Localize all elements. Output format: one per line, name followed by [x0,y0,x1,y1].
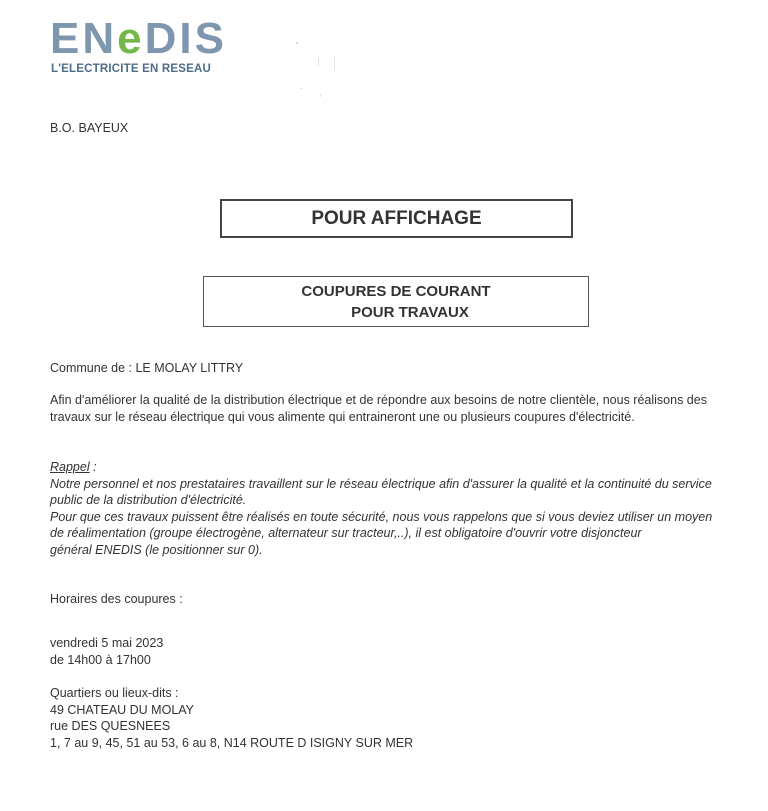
intro-paragraph: Afin d'améliorer la qualité de la distribution électrique et de répondre aux besoins de notre clientèle, nous réalisons des travaux sur le réseau électrique qui vous alimente qui entraineront une ou plusieurs coupures d'électricité. [50,393,707,424]
quartier-line: rue DES QUESNEES [50,719,171,733]
title-box [203,276,589,327]
quartier-line: 1, 7 au 9, 45, 51 au 53, 6 au 8, N14 ROUTE D ISIGNY SUR MER [50,735,414,750]
rappel-section [50,459,720,558]
schedule-time: de 14h00 à 17h00 [50,652,151,667]
schedule-date: vendredi 5 mai 2023 [50,636,164,650]
logo-tagline: L'ELECTRICITE EN RESEAU [51,63,212,75]
rappel-paragraph-3: général ENEDIS (le positionner sur 0). [50,542,263,557]
rappel-paragraph-1: Notre personnel et nos prestataires travaillent sur le réseau électrique afin d'assurer la qualité et la continuité du service public de la distribution d'électricité. [50,476,712,507]
quartiers-label: Quartiers ou lieux-dits : [50,686,179,700]
enedis-logo [50,16,227,62]
header-box [220,199,573,238]
quartier-line: 49 CHATEAU DU MOLAY [50,702,195,717]
rappel-title: Rappel [50,460,90,474]
quartiers-section [50,685,413,751]
horaires-label: Horaires des coupures : [50,592,183,606]
title-line-1: COUPURES DE COURANT [301,282,491,300]
rappel-colon: : [89,460,97,474]
commune-line: Commune de : LE MOLAY LITTRY [50,361,244,375]
header-box-label: POUR AFFICHAGE [311,207,482,229]
office-name: B.O. BAYEUX [50,121,129,135]
logo-wordmark: ENeDIS [50,14,227,63]
scan-specks [290,38,350,108]
title-line-2: POUR TRAVAUX [351,303,469,321]
rappel-paragraph-2: Pour que ces travaux puissent être réalisés en toute sécurité, nous vous rappelons que si vous deviez utiliser un moyen de réalimentation (groupe électrogène, alternateur sur tracteur,..), il est obligatoire d'ouvrir votre disjoncteur [50,509,713,540]
schedule [50,635,163,668]
rappel-heading [50,459,720,476]
